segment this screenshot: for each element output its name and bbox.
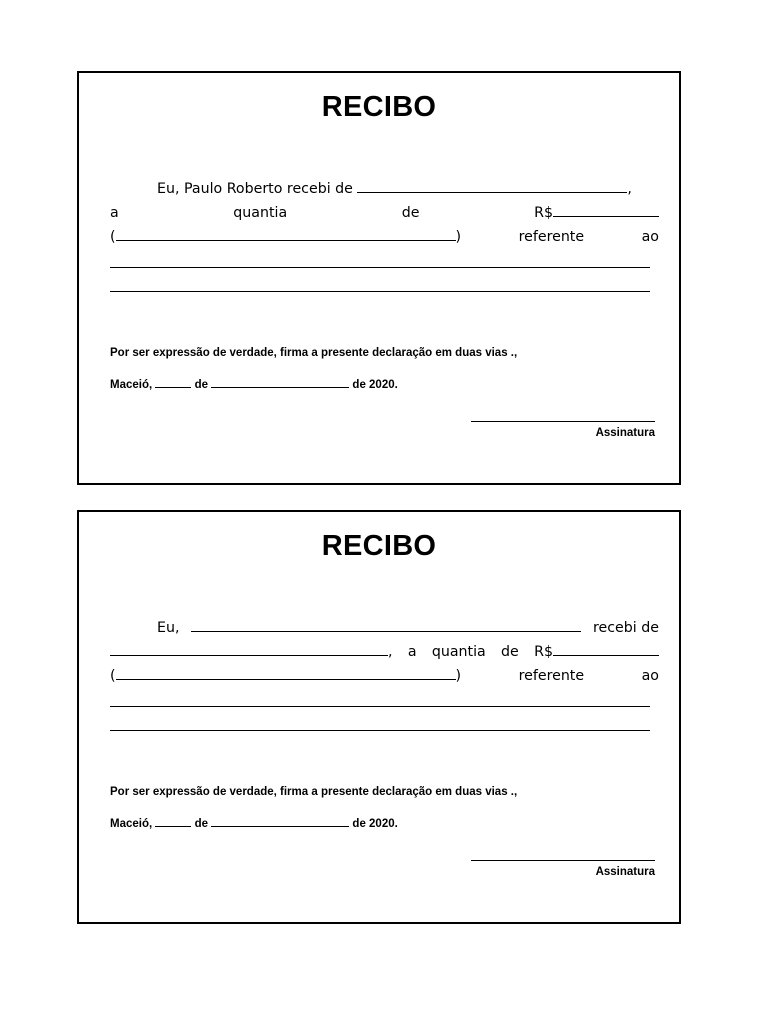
amount-field: R$ bbox=[534, 640, 659, 664]
amount-field: R$ bbox=[534, 201, 659, 225]
reference-blank-1[interactable] bbox=[110, 249, 659, 273]
day-blank[interactable] bbox=[155, 816, 191, 827]
amount-words-blank[interactable] bbox=[116, 665, 456, 680]
amount-blank[interactable] bbox=[553, 202, 659, 217]
day-blank[interactable] bbox=[155, 377, 191, 388]
declaration-text: Por ser expressão de verdade, firma a presente declaração em duas vias ., bbox=[110, 347, 518, 359]
payer-blank[interactable] bbox=[357, 178, 627, 193]
payer-field: , bbox=[110, 640, 393, 664]
month-blank[interactable] bbox=[211, 377, 349, 388]
receipt-line-2: , a quantia de R$ bbox=[110, 640, 659, 664]
receipt-body bbox=[110, 616, 659, 736]
signature-label: Assinatura bbox=[595, 427, 655, 439]
receipt-line-1 bbox=[110, 177, 659, 201]
amount-blank[interactable] bbox=[553, 641, 659, 656]
receipt-body bbox=[110, 177, 659, 297]
payer-blank[interactable] bbox=[110, 641, 388, 656]
declaration-text: Por ser expressão de verdade, firma a presente declaração em duas vias ., bbox=[110, 786, 518, 798]
receipt-line-2: a quantia de R$ bbox=[110, 201, 659, 225]
receipt-title: RECIBO bbox=[321, 91, 437, 123]
receiver-blank[interactable] bbox=[191, 617, 581, 632]
receipt-line-3: ( ) referente ao bbox=[110, 664, 659, 688]
receipt-2 bbox=[77, 510, 681, 924]
date-line: Maceió, de de 2020. bbox=[110, 379, 398, 391]
signature-line[interactable] bbox=[471, 860, 655, 861]
receipt-line-1: Eu, recebi de bbox=[110, 616, 659, 640]
reference-blank-2[interactable] bbox=[110, 712, 659, 736]
receipt-title: RECIBO bbox=[321, 530, 437, 562]
signature-label: Assinatura bbox=[595, 866, 655, 878]
amount-words-blank[interactable] bbox=[116, 226, 456, 241]
month-blank[interactable] bbox=[211, 816, 349, 827]
amount-words-field: ( ) bbox=[110, 225, 461, 249]
reference-blank-2[interactable] bbox=[110, 273, 659, 297]
amount-words-field: ( ) bbox=[110, 664, 461, 688]
signature-line[interactable] bbox=[471, 421, 655, 422]
date-line: Maceió, de de 2020. bbox=[110, 818, 398, 830]
reference-blank-1[interactable] bbox=[110, 688, 659, 712]
payer-text: Eu, Paulo Roberto recebi de , bbox=[157, 177, 632, 201]
receipt-1 bbox=[77, 71, 681, 485]
receipt-line-3: ( ) referente ao bbox=[110, 225, 659, 249]
